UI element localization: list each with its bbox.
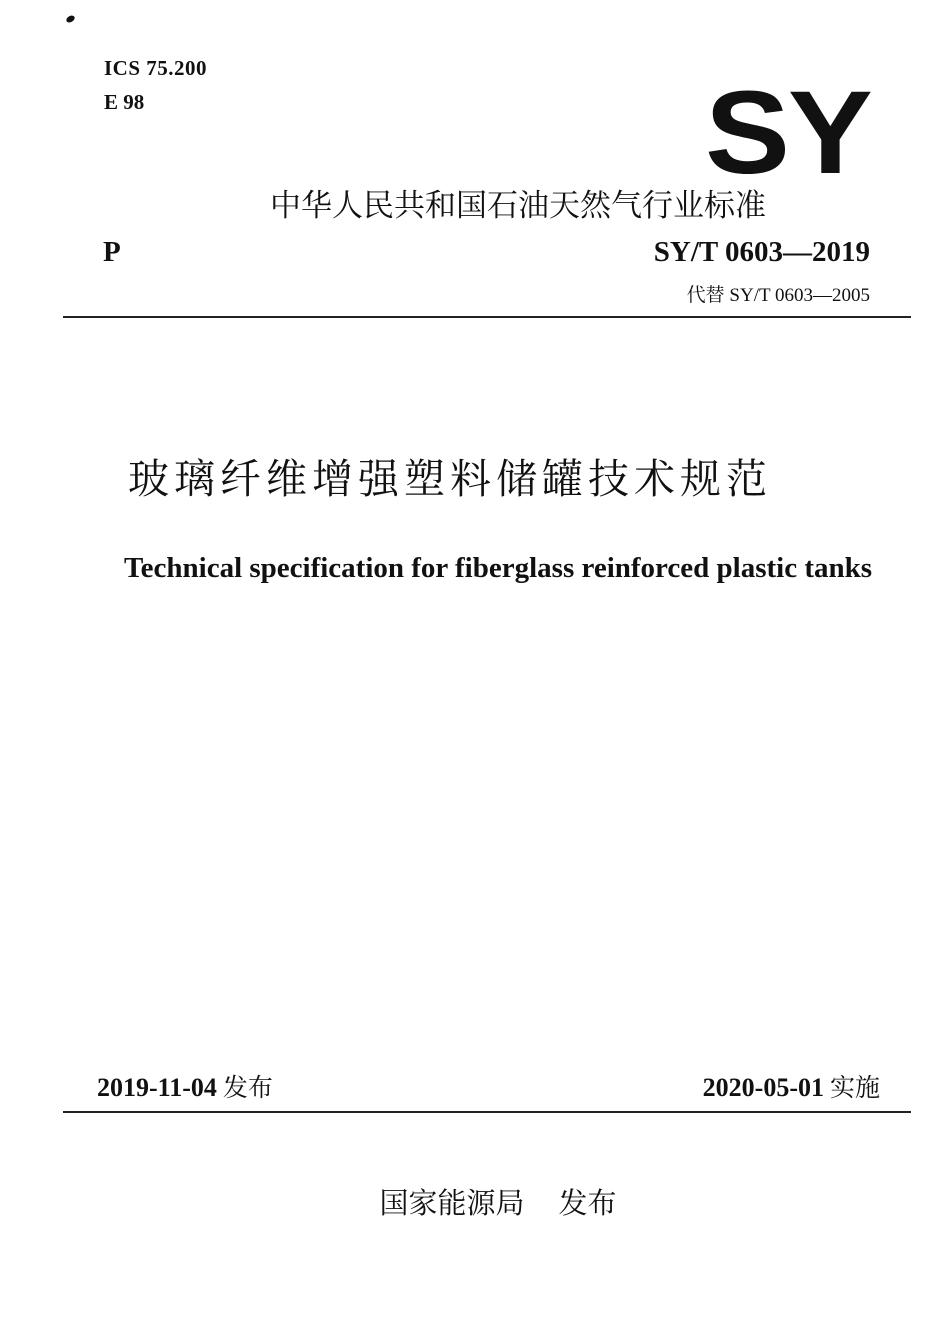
publisher-line <box>0 1181 950 1222</box>
title-chinese: 玻璃纤维增强塑料储罐技术规范 <box>128 455 772 503</box>
bottom-divider <box>63 1111 911 1113</box>
standard-category-title: 中华人民共和国石油天然气行业标准 <box>270 188 766 224</box>
issue-date: 2019-11-04 <box>97 1073 217 1102</box>
p-code: P <box>103 236 121 268</box>
issue-label: 发布 <box>222 1073 273 1102</box>
implementation-date: 2020-05-01 <box>702 1073 824 1102</box>
ics-code: ICS 75.200 <box>104 56 208 80</box>
title-english: Technical specification for fiberglass reinforced plastic tanks <box>123 552 873 584</box>
scan-speck <box>65 14 76 24</box>
standard-number: SY/T 0603—2019 <box>653 236 870 268</box>
sy-logo: SY <box>705 67 871 199</box>
publisher-name: 国家能源局 <box>379 1186 525 1220</box>
issue-date-line <box>97 1068 273 1104</box>
replaces-standard: 代替 SY/T 0603—2005 <box>686 285 870 306</box>
publisher-action: 发布 <box>558 1186 617 1220</box>
implementation-date-line <box>703 1068 880 1104</box>
implementation-label: 实施 <box>829 1073 880 1102</box>
top-divider <box>63 316 911 318</box>
classification-code: E 98 <box>104 90 145 114</box>
